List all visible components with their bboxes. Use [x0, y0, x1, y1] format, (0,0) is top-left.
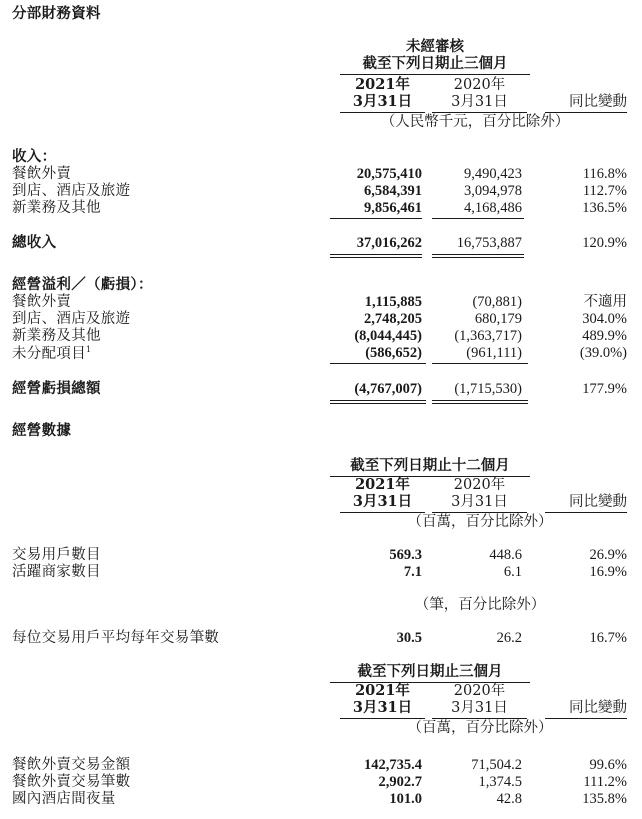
header-rule [340, 74, 530, 75]
value-2021: (586,652) [365, 345, 422, 361]
total-double-rule [432, 254, 524, 258]
op-total-2020: (1,715,530) [454, 381, 522, 397]
value-2021: 30.5 [396, 630, 422, 646]
period-header: 截至下列日期止三個月 [362, 55, 508, 72]
date-2020-header: 3月31日 [451, 494, 508, 510]
yoy-change: 16.9% [589, 564, 627, 580]
ops-title: 經營數據 [12, 422, 72, 439]
col1-rule [340, 718, 425, 719]
op-total-label: 經營虧損總額 [12, 380, 101, 397]
value-2021: 101.0 [389, 791, 422, 807]
yoy-change: 不適用 [583, 294, 627, 310]
value-2020: 4,168,486 [464, 200, 522, 216]
row-label: 交易用戶數目 [12, 547, 101, 563]
col3-rule [545, 112, 627, 113]
footnote-marker: 1 [86, 345, 92, 354]
total-revenue-2021: 37,016,262 [356, 235, 422, 251]
year-2020-header: 2020年 [453, 683, 506, 699]
yoy-change: 99.6% [589, 757, 627, 773]
value-2021: 142,735.4 [364, 757, 422, 773]
year-2020-header: 2020年 [453, 477, 506, 493]
date-2020-header: 3月31日 [451, 700, 508, 716]
total-double-rule [432, 400, 528, 404]
value-2021: (8,044,445) [354, 328, 422, 344]
value-2021: 7.1 [403, 564, 422, 580]
value-2021: 6,584,391 [364, 183, 422, 199]
total-revenue-2020: 16,753,887 [456, 235, 522, 251]
value-2020: 1,374.5 [478, 774, 522, 790]
row-label: 餐飲外賣交易筆數 [12, 774, 131, 790]
subtotal-rule [432, 218, 524, 219]
yoy-change: 489.9% [582, 328, 627, 344]
col1-rule [340, 112, 425, 113]
value-2020: 448.6 [489, 547, 522, 563]
units-note: （百萬，百分比除外） [407, 514, 553, 530]
value-2021: 2,902.7 [378, 774, 422, 790]
date-2020-header: 3月31日 [451, 94, 508, 110]
value-2020: 3,094,978 [464, 183, 522, 199]
value-2020: (70,881) [472, 294, 522, 310]
row-label-text: 未分配項目 [12, 345, 86, 362]
total-revenue-change: 120.9% [582, 235, 627, 251]
col2-rule [432, 512, 527, 513]
value-2020: (1,363,717) [454, 328, 522, 344]
value-2020: 9,490,423 [464, 166, 522, 182]
value-2020: 71,504.2 [471, 757, 522, 773]
value-2021: 569.3 [389, 547, 422, 563]
total-double-rule [330, 254, 422, 258]
units-note: （人民幣千元，百分比除外） [380, 114, 570, 130]
period-header: 截至下列日期止三個月 [357, 663, 503, 680]
value-2021: 20,575,410 [356, 166, 422, 182]
value-2020: 6.1 [503, 564, 522, 580]
value-2021: 1,115,885 [364, 294, 422, 310]
yoy-change: 136.5% [582, 200, 627, 216]
period-header: 截至下列日期止十二個月 [350, 457, 510, 474]
op-total-2021: (4,767,007) [354, 381, 422, 397]
yoy-change: 112.7% [582, 183, 627, 199]
op-total-change: 177.9% [582, 381, 627, 397]
total-revenue-label: 總收入 [12, 234, 57, 251]
date-2021-header: 3月31日 [352, 493, 413, 510]
col2-rule [432, 718, 527, 719]
row-label: 到店、酒店及旅遊 [12, 183, 131, 199]
row-label: 餐飲外賣交易金額 [12, 757, 131, 773]
yoy-change: 16.7% [589, 630, 627, 646]
date-2021-header: 3月31日 [352, 699, 413, 716]
year-2021-header: 2021年 [355, 76, 410, 93]
value-2021: 2,748,205 [364, 311, 422, 327]
revenue-label: 收入： [12, 148, 57, 165]
date-2021-header: 3月31日 [352, 93, 413, 110]
row-label: 活躍商家數目 [12, 564, 101, 580]
yoy-header: 同比變動 [569, 94, 627, 110]
row-label: 新業務及其他 [12, 200, 101, 216]
yoy-change: 116.8% [582, 166, 627, 182]
value-2021: 9,856,461 [364, 200, 422, 216]
yoy-change: 26.9% [589, 547, 627, 563]
value-2020: 42.8 [496, 791, 522, 807]
year-2021-header: 2021年 [355, 476, 410, 493]
units-note: （筆，百分比除外） [414, 597, 546, 613]
yoy-header: 同比變動 [569, 494, 627, 510]
value-2020: 26.2 [496, 630, 522, 646]
value-2020: (961,111) [466, 345, 522, 361]
row-label: 國內酒店間夜量 [12, 791, 116, 807]
row-label: 每位交易用戶平均每年交易筆數 [12, 630, 220, 646]
col2-rule [432, 112, 527, 113]
row-label: 餐飲外賣 [12, 294, 72, 310]
units-note: （百萬，百分比除外） [407, 720, 553, 736]
subtotal-rule [432, 363, 528, 364]
col1-rule [340, 512, 425, 513]
row-label: 新業務及其他 [12, 328, 101, 344]
yoy-header: 同比變動 [569, 700, 627, 716]
yoy-change: 111.2% [583, 774, 627, 790]
value-2020: 680,179 [474, 311, 522, 327]
row-label: 到店、酒店及旅遊 [12, 311, 131, 327]
row-label [12, 346, 91, 361]
year-2021-header: 2021年 [355, 682, 410, 699]
col3-rule [545, 512, 627, 513]
unaudited-header: 未經審核 [406, 38, 464, 55]
section-title: 分部財務資料 [12, 5, 101, 22]
operating-label: 經營溢利／（虧損）： [12, 276, 153, 293]
year-2020-header: 2020年 [453, 77, 506, 93]
yoy-change: (39.0%) [579, 345, 627, 361]
col3-rule [545, 718, 627, 719]
subtotal-rule [330, 218, 422, 219]
row-label: 餐飲外賣 [12, 166, 72, 182]
total-double-rule [330, 400, 426, 404]
yoy-change: 304.0% [582, 311, 627, 327]
yoy-change: 135.8% [582, 791, 627, 807]
subtotal-rule [330, 363, 426, 364]
